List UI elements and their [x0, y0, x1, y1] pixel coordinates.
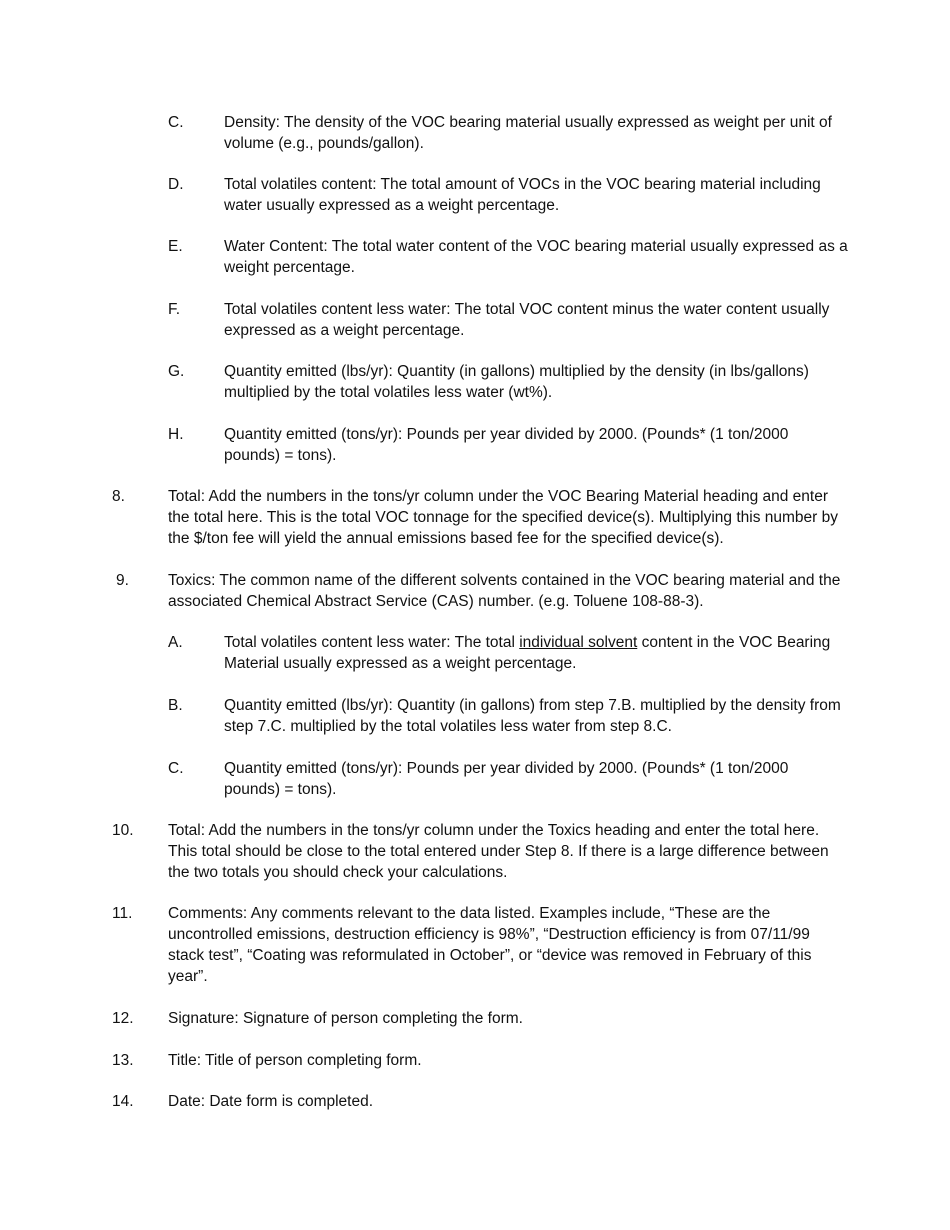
item-text: Density: The density of the VOC bearing material usually expressed as weight per unit of volume (e.g., pounds/gallon). — [224, 114, 832, 152]
item-marker: A. — [168, 634, 183, 651]
item-marker: D. — [168, 176, 184, 193]
item-text: Quantity emitted (lbs/yr): Quantity (in gallons) from step 7.B. multiplied by the density from step 7.C. multiplied by the total volatiles less water from step 8.C. — [224, 697, 841, 735]
item-marker: 11. — [112, 905, 133, 922]
item-text — [224, 632, 848, 674]
item-marker: 10. — [112, 822, 134, 839]
item-text: Date: Date form is completed. — [168, 1093, 374, 1110]
item-text: Quantity emitted (tons/yr): Pounds per year divided by 2000. (Pounds* (1 ton/2000 pounds) = tons). — [224, 426, 789, 464]
item-marker: 9. — [116, 572, 129, 589]
item-marker: C. — [168, 760, 184, 777]
item-text: Quantity emitted (lbs/yr): Quantity (in gallons) multiplied by the density (in lbs/gallons) multiplied by the total volatiles less water (wt%). — [224, 363, 809, 401]
item-text: Water Content: The total water content of the VOC bearing material usually expressed as a weight percentage. — [224, 238, 848, 276]
item-marker: 12. — [112, 1010, 134, 1027]
item-text: Title: Title of person completing form. — [168, 1052, 422, 1069]
item-text: Total volatiles content less water: The total VOC content minus the water content usually expressed as a weight percentage. — [224, 301, 830, 339]
item-text: Comments: Any comments relevant to the data listed. Examples include, “These are the uncontrolled emissions, destruction efficiency is 98%”, “Destruction efficiency is from 07/11/99 stack test”, “Coating was reformulated in October”, or “device was removed in February of this year”. — [168, 905, 812, 985]
item-text: Total: Add the numbers in the tons/yr column under the VOC Bearing Material heading and enter the total here. This is the total VOC tonnage for the specified device(s). Multiplying this number by the $/ton fee will yield the annual emissions based fee for the specified device(s). — [168, 488, 838, 547]
item-marker: B. — [168, 697, 183, 714]
item-text: Total volatiles content: The total amount of VOCs in the VOC bearing material including water usually expressed as a weight percentage. — [224, 176, 821, 214]
item-text-after: content in the VOC Bearing Material usually expressed as a weight percentage. — [224, 634, 831, 672]
item-text: Quantity emitted (tons/yr): Pounds per year divided by 2000. (Pounds* (1 ton/2000 pounds) = tons). — [224, 760, 789, 798]
underlined-phrase: individual solvent — [519, 634, 638, 651]
item-marker: H. — [168, 426, 184, 443]
item-text: Signature: Signature of person completing the form. — [168, 1010, 523, 1027]
item-marker: 8. — [112, 488, 125, 505]
item-marker: C. — [168, 114, 184, 131]
item-text: Toxics: The common name of the different solvents contained in the VOC bearing material and the associated Chemical Abstract Service (CAS) number. (e.g. Toluene 108-88-3). — [168, 572, 841, 610]
item-marker: F. — [168, 301, 181, 318]
item-marker: G. — [168, 363, 185, 380]
item-marker: 13. — [112, 1052, 134, 1069]
item-marker: E. — [168, 238, 183, 255]
item-marker: 14. — [112, 1093, 134, 1110]
item-text-before: Total volatiles content less water: The total — [224, 634, 520, 651]
item-text: Total: Add the numbers in the tons/yr column under the Toxics heading and enter the total here. This total should be close to the total entered under Step 8. If there is a large difference between the two totals you should check your calculations. — [168, 822, 829, 881]
